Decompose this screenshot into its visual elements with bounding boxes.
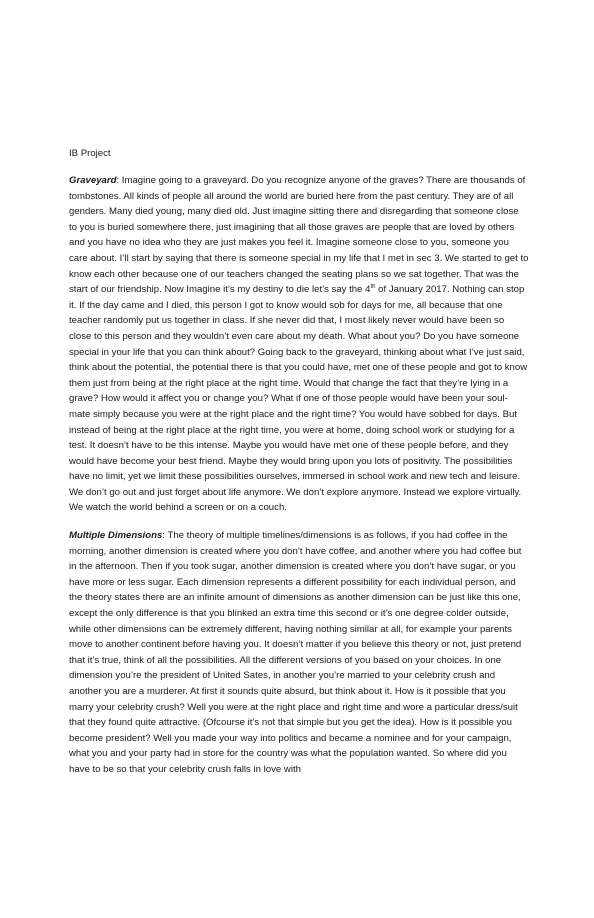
paragraph-graveyard: [69, 173, 529, 516]
ordinal-suffix: th: [370, 283, 376, 290]
paragraph-text: : The theory of multiple timelines/dimensions is as follows, if you had coffee in the morning, another dimension is created where you don’t have coffee, and another where you had coffee but in the afternoon. Then if you took sugar, another dimension is created where you don’t have sugar, or you have more or less sugar. Each dimension represents a different possibility for each individual person, and the theory states there are an infinite amount of dimensions as another dimension can be just like this one, except the only difference is that you blinked an extra time this second or it’s one degree colder outside, while other dimensions can be extremely different, having nothing similar at all, for example your parents move to another continent before having you. It doesn’t matter if you believe this theory or not, just pretend that it’s true, think of all the possibilities. All the different versions of you based on your choices. In one dimension you’re the president of United Sates, in another you’re married to your celebrity crush and another you are a murderer. At first it sounds quite absurd, but think about it. How is it possible that you marry your celebrity crush? Well you were at the right place and right time and wore a particular dress/suit that they found quite attractive. (Ofcourse it’s not that simple but you get the idea). How is it possible you become president? Well you made your way into politics and became a nominee and for your campaign, what you and your party had in store for the country was what the population wanted. So where did you have to be so that your celebrity crush falls in love with: [69, 530, 522, 775]
paragraph-multiple-dimensions: [69, 528, 529, 778]
section-heading-graveyard: Graveyard: [69, 175, 117, 186]
paragraph-text-continued: of January 2017. Nothing can stop it. If the day came and I died, this person I got to know would sob for days for me, all because that one teacher randomly put us together in class. If she never did that, I most likely never would have been so close to this person and they wouldn’t even care about my death. What about you? Do you have someone special in your life that you can think about? Going back to the graveyard, thinking about what I’ve just said, think about the potential, the potential there is that you could have, met one of these people and got to know them just from being at the right place at the right time. Would that change the fact that they’re lying in a grave? How would it affect you or change you? What if one of those people would have been your soul-mate simply because you were at the right place and the right time? You would have sobbed for days. But instead of being at the right place at the right time, you were at home, doing school work or studying for a test. It doesn’t have to be this intense. Maybe you would have met one of these people before, and they would have become your best friend. Maybe they would bring upon you lots of positivity. The possibilities have no limit, yet we limit these possibilities ourselves, immersed in school work and new tech and leisure. We don’t go out and just forget about life anymore. We don’t explore anymore. Instead we explore virtually. We watch the world behind a screen or on a couch.: [69, 284, 528, 514]
section-heading-multiple-dimensions: Multiple Dimensions: [69, 530, 163, 542]
document-body: [69, 147, 529, 790]
document-title: IB Project: [69, 148, 111, 159]
paragraph-text: : Imagine going to a graveyard. Do you recognize anyone of the graves? There are thousands of tombstones. All kinds of people all around the world are buried here from the past century. They are of all genders. Many died young, many died old. Just imagine sitting there and disregarding that someone close to you is buried somewhere there, just imagining that all those graves are people that are loved by others and you have no idea who they are just makes you feel it. Imagine someone close to you, someone you care about. I’ll start by saying that there is someone special in my life that I met in sec 3. We started to get to know each other because one of our teachers changed the seating plans so we sat together. That was the start of our friendship. Now Imagine it’s my destiny to die let’s say the 4: [69, 175, 529, 296]
